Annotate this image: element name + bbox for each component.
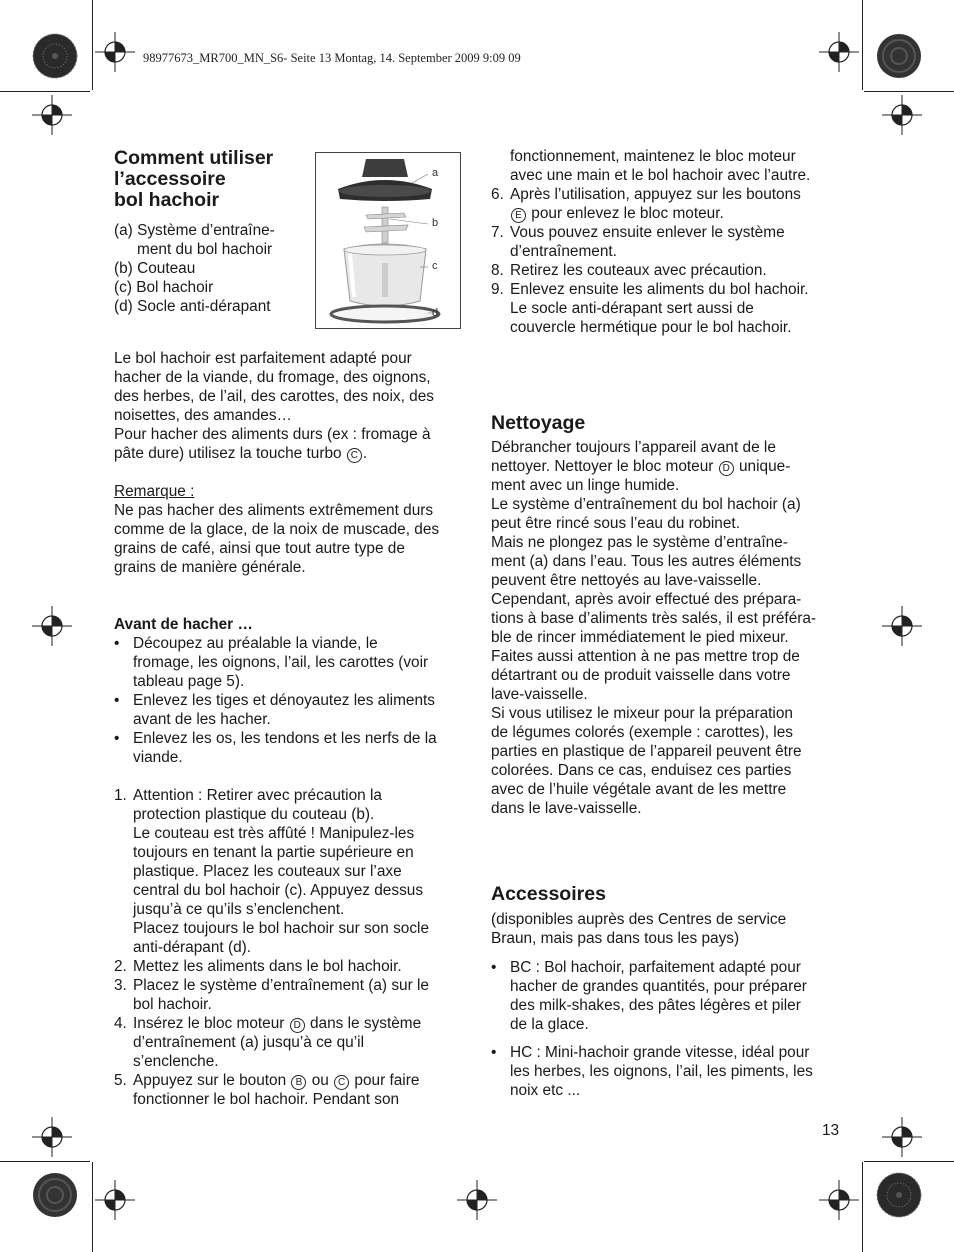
registration-mark-icon [819,1180,859,1220]
figure-label-a: a [432,167,439,179]
section-title [114,148,314,211]
bullet-item: • HC : Mini-hachoir grande vitesse, idéal pour les herbes, les oignons, l’ail, les piments, les noix etc ... [491,1044,813,1099]
motor-unit-symbol: D [719,461,734,476]
intro-paragraph: Le bol hachoir est parfaitement adapté pour hacher de la viande, du fromage, des oignons, des herbes, de l’ail, des carottes, des noix, des noisettes, des amandes… Pour hacher des aliments durs (ex : fromage à pâte dure) utilisez la touche turbo C . [114,350,434,462]
print-slug-header: 98977673_MR700_MN_S6- Seite 13 Montag, 14. September 2009 9:09 09 [143,51,521,65]
registration-mark-icon [819,32,859,72]
bullet-icon: • [114,635,120,652]
accessories-heading: Accessoires [491,883,606,905]
step-item-continued: fonctionnement, maintenez le bloc moteur avec une main et le bol hachoir avec l’autre. [510,148,811,184]
registration-mark-icon [32,1117,72,1157]
remark-label: Remarque : [114,483,195,500]
step-item: 6. Après l’utilisation, appuyez sur les boutons E pour enlevez le bloc moteur. [491,186,801,222]
part-item: (a) Système d’entraîne- [114,222,275,239]
motor-unit-symbol: D [290,1018,305,1033]
bullet-icon: • [114,730,120,747]
section-title-block [114,148,314,316]
release-buttons-symbol: E [511,208,526,223]
crop-mark [864,91,954,92]
title-line: bol hachoir [114,189,220,211]
step-number: 5. [114,1072,127,1089]
cleaning-heading: Nettoyage [491,412,586,434]
crop-mark [862,0,863,90]
print-star-target-icon [876,33,922,79]
bullet-icon: • [114,692,120,709]
crop-mark [92,1162,93,1252]
part-item: (d) Socle anti-dérapant [114,298,271,315]
bullet-item: • BC : Bol hachoir, parfaitement adapté pour hacher de grandes quantités, pour préparer des milk-shakes, des pâtes légères et piler de la glace. [491,959,807,1033]
registration-mark-icon [95,32,135,72]
registration-mark-icon [457,1180,497,1220]
page-number: 13 [822,1122,840,1139]
bullet-item: • Enlevez les tiges et dénoyautez les aliments avant de les hacher. [114,692,435,728]
registration-mark-icon [95,1180,135,1220]
figure-label-d: d [432,307,439,319]
subheading: Avant de hacher … [114,616,253,633]
button-c-symbol: C [334,1075,349,1090]
turbo-button-symbol: C [347,448,362,463]
crop-mark [0,91,90,92]
step-item: 3. Placez le système d’entraînement (a) sur le bol hachoir. [114,977,429,1013]
step-number: 4. [114,1015,127,1032]
step-number: 1. [114,787,127,804]
registration-mark-icon [882,95,922,135]
remark-block: Remarque : Ne pas hacher des aliments extrêmement durs comme de la glace, de la noix de muscade, des grains de café, ainsi que tout autre type de grains de manière générale. [114,482,464,577]
registration-mark-icon [32,606,72,646]
registration-mark-icon [882,606,922,646]
figure-label-c: c [432,260,438,272]
left-column-body [114,349,464,1109]
step-item: 2. Mettez les aliments dans le bol hachoir. [114,958,402,975]
step-item: 8. Retirez les couteaux avec précaution. [491,262,767,279]
title-line: Comment utiliser [114,147,274,169]
step-item: 9. Enlevez ensuite les aliments du bol hachoir. Le socle anti-dérapant sert aussi de couvercle hermétique pour le bol hachoir. [491,281,809,336]
chopper-illustration [315,152,461,329]
part-item: (c) Bol hachoir [114,279,214,296]
part-item: (b) Couteau [114,260,196,277]
bullet-icon: • [491,1044,497,1061]
accessories-intro: (disponibles auprès des Centres de service Braun, mais pas dans tous les pays) [491,911,787,947]
right-column [491,147,846,1100]
crop-mark [0,1161,90,1162]
bullet-item: • Enlevez les os, les tendons et les nerfs de la viande. [114,730,437,766]
bullet-item: • Découpez au préalable la viande, le fromage, les oignons, l’ail, les carottes (voir tableau page 5). [114,635,429,690]
step-item: 1. Attention : Retirer avec précaution la protection plastique du couteau (b). Le couteau est très affûté ! Manipulez-les toujours en tenant la partie supérieure en plastique. Placez les couteaux sur l’axe central du bol hachoir (c). Appuyez dessus jusqu’à ce qu’ils s’enclenchent. Placez toujours le bol hachoir sur son socle anti-dérapant (d). [114,787,429,956]
step-item: 5. Appuyez sur le bouton B ou C pour faire fonctionner le bol hachoir. Pendant son [114,1072,420,1108]
accessories-section [491,884,846,1100]
steps-continued [491,147,846,337]
print-star-target-icon [32,33,78,79]
figure-label-b: b [432,217,439,229]
step-number: 6. [491,186,504,203]
step-number: 7. [491,224,504,241]
button-b-symbol: B [291,1075,306,1090]
crop-mark [862,1162,863,1252]
chopper-drawing [316,153,460,328]
step-item: 7. Vous pouvez ensuite enlever le système d’entraînement. [491,224,785,260]
title-line: l’accessoire [114,168,226,190]
step-number: 8. [491,262,504,279]
crop-mark [864,1161,954,1162]
bullet-icon: • [491,959,497,976]
step-number: 9. [491,281,504,298]
print-star-target-icon [32,1172,78,1218]
step-number: 3. [114,977,127,994]
parts-list [114,221,314,316]
step-number: 2. [114,958,127,975]
steps-list [114,786,464,1109]
registration-mark-icon [32,95,72,135]
part-item-cont: ment du bol hachoir [137,241,273,258]
cleaning-section [491,413,846,818]
crop-mark [92,0,93,90]
before-chopping-block [114,615,464,767]
registration-mark-icon [882,1117,922,1157]
print-star-target-icon [876,1172,922,1218]
step-item: 4. Insérez le bloc moteur D dans le système d’entraînement (a) jusqu’à ce qu’il s’enclenche. [114,1015,422,1070]
cleaning-paragraph: Débrancher toujours l’appareil avant de le nettoyer. Nettoyer le bloc moteur D unique- ment avec un linge humide. Le système d’entraînement du bol hachoir (a) peut être rincé sous l’eau du robinet. Mais ne plongez pas le système d’entraîne- ment (a) dans l’eau. Tous les autres éléments peuvent être nettoyés au lave-vaisselle. Cependant, après avoir effectué des prépara- tions à base d’aliments très salés, il est préféra- ble de rincer immédiatement le pied mixeur. Faites aussi attention à ne pas mettre trop de détartrant ou de produit vaisselle dans votre lave-vaisselle. Si vous utilisez le mixeur pour la préparation de légumes colorés (exemple : carottes), les parties en plastique de l’appareil peuvent être colorées. Dans ce cas, enduisez ces parties avec de l’huile végétale avant de les mettre dans le lave-vaisselle. [491,439,817,817]
